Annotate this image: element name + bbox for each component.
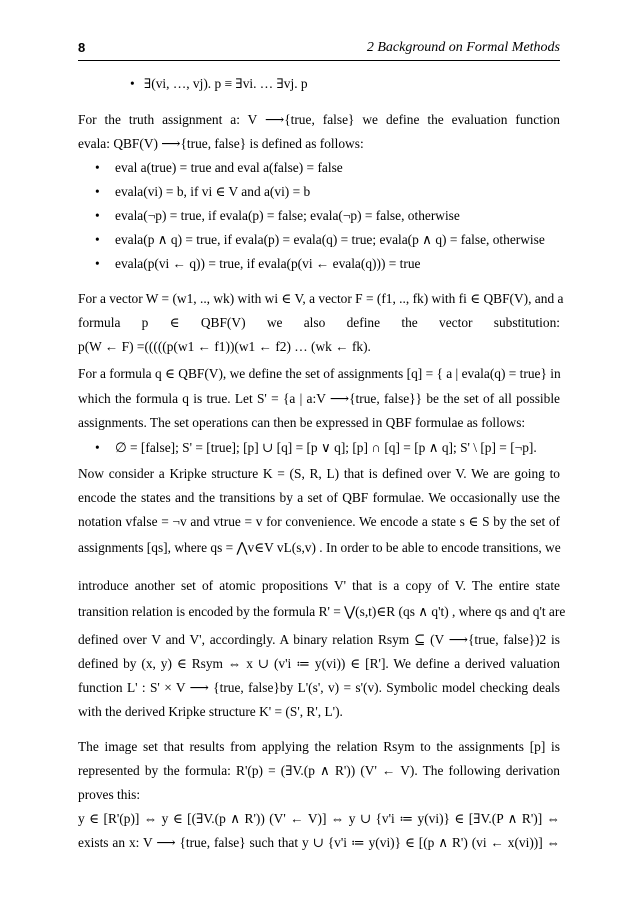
text-line: function L' : S' × V ⟶ {true, false}by L'(s', v) = s'(v). Symbolic model checking deals [78,680,560,695]
bullet-dot: • [95,232,100,247]
bullet-item [95,160,343,176]
text-line: y ∈ [R'(p)] ⇔ y ∈ [(∃V.(p ∧ R')) (V' ← V)] ⇔ y ∪ {v'i ≔ y(vi)} ∈ [∃V.(P ∧ R')] ⇔ [78,811,560,826]
text-line: For a vector W = (w1, .., wk) with wi ∈ V, a vector F = (f1, .., fk) with fi ∈ QBF(V), and a [78,291,564,306]
text-line: evala: QBF(V) ⟶{true, false} is defined as follows: [78,136,364,151]
text-line: assignments. The set operations can then be expressed in QBF formulae as follows: [78,415,526,430]
text-line: represented by the formula: R'(p) = (∃V.(p ∧ R')) (V' ← V). The following derivation [78,763,560,778]
running-header [78,38,560,61]
text-line: defined over V and V', accordingly. A binary relation Rsym ⊆ (V ⟶{true, false})2 is [78,632,560,647]
text-line: defined by (x, y) ∈ Rsym ⇔ x ∪ (v'i ≔ y(vi)) ∈ [R']. We define a derived valuation [78,656,560,671]
text-line: which the formula q is true. Let S' = {a | a:V ⟶{true, false}} be the set of all possible [78,391,560,406]
bullet-dot: • [130,76,135,91]
text-line: proves this: [78,787,141,802]
bullet-item [95,184,310,200]
bullet-text: ∅ = [false]; S' = [true]; [p] ∪ [q] = [p ∨ q]; [p] ∩ [q] = [p ∧ q]; S' \ [p] = [¬p]. [115,440,537,455]
bullet-dot: • [95,160,100,175]
text-line: The image set that results from applying the relation Rsym to the assignments [p] is [78,739,560,754]
text-line: Now consider a Kripke structure K = (S, R, L) that is defined over V. We are going to [78,466,560,481]
text-line: introduce another set of atomic propositions V' that is a copy of V. The entire state [78,578,560,593]
text-line: notation vfalse = ¬v and vtrue = v for convenience. We encode a state s ∈ S by the set of [78,514,560,529]
bullet-item [95,440,537,456]
text-line: transition relation is encoded by the formula R' = ⋁(s,t)∈R (qs ∧ q't) , where qs and q't are [78,604,566,619]
bullet-text: evala(p(vi ← q)) = true, if evala(p(vi ← evala(q))) = true [115,256,421,271]
text-line: For a formula q ∈ QBF(V), we define the set of assignments [q] = { a | evala(q) = true} in [78,366,561,381]
text-line: For the truth assignment a: V ⟶{true, false} we define the evaluation function [78,112,560,127]
bullet-item [95,208,460,224]
bullet-text: evala(p ∧ q) = true, if evala(p) = evala(q) = true; evala(p ∧ q) = false, otherwise [115,232,545,247]
text-line: encode the states and the transitions by a set of QBF formulae. We occasionally use the [78,490,560,505]
bullet-dot: • [95,184,100,199]
bullet-dot: • [95,256,100,271]
bullet-text: eval a(true) = true and eval a(false) = false [115,160,343,175]
chapter-title: 2 Background on Formal Methods [366,40,560,55]
bullet-dot: • [95,208,100,223]
bullet-text: evala(vi) = b, if vi ∈ V and a(vi) = b [115,184,311,199]
bullet-text: evala(¬p) = true, if evala(p) = false; evala(¬p) = false, otherwise [115,208,460,223]
text-line: with the derived Kripke structure K' = (S', R', L'). [78,704,343,719]
text-line: p(W ← F) =(((((p(w1 ← f1))(w1 ← f2) … (wk ← fk). [78,339,371,354]
bullet-text: ∃(vi, …, vj). p ≡ ∃vi. … ∃vj. p [144,76,308,91]
bullet-dot: • [95,440,100,455]
bullet-item [130,76,308,92]
bullet-item [95,232,545,248]
bullet-item [95,256,420,272]
text-line: exists an x: V ⟶ {true, false} such that y ∪ {v'i ≔ y(vi)} ∈ [(p ∧ R') (vi ← x(vi))] ⇔ [78,835,560,850]
page-number: 8 [78,40,86,55]
text-line: formula p ∈ QBF(V) we also define the vector substitution: [78,315,560,330]
text-line: assignments [qs], where qs = ⋀v∈V vL(s,v) . In order to be able to encode transitions, we [78,540,561,555]
